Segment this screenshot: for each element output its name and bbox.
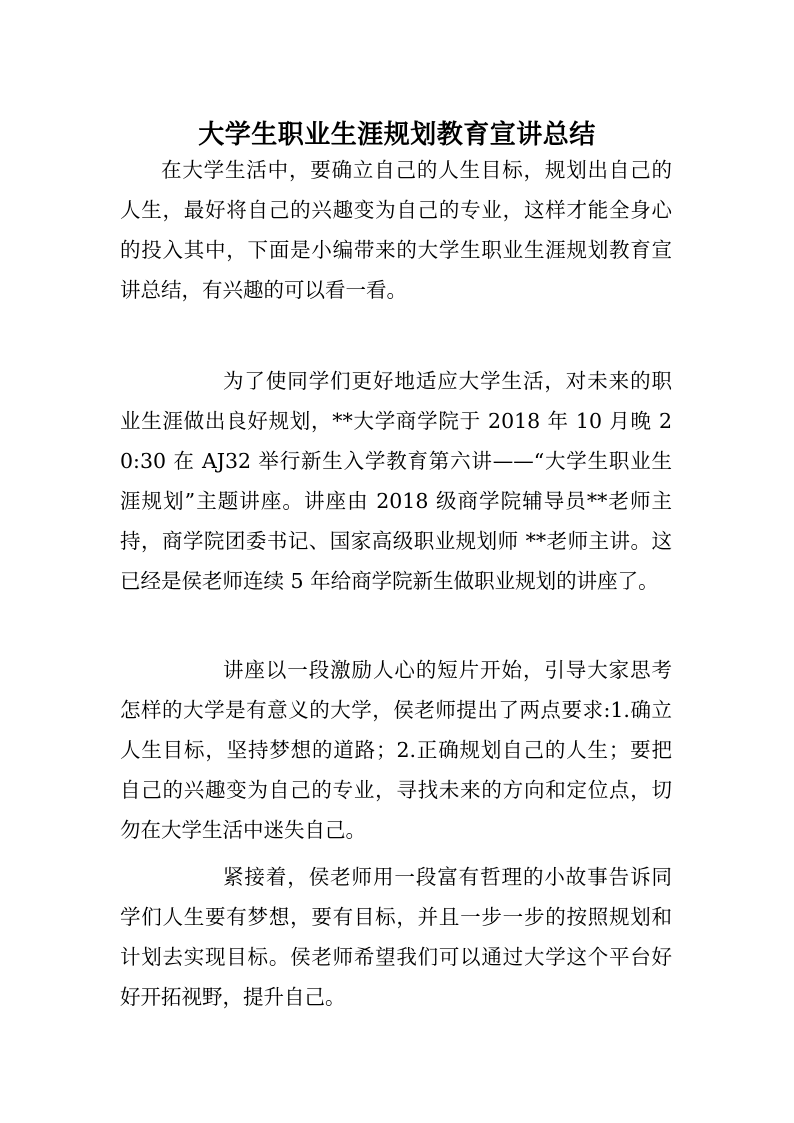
body-paragraph-2: 讲座以一段激励人心的短片开始，引导大家思考怎样的大学是有意义的大学，侯老师提出了两点要求:1.确立人生目标，坚持梦想的道路；2.正确规划自己的人生；要把自己的兴趣变为自己的专业，寻找未来的方向和定位点，切勿在大学生活中迷失自己。	[120, 658, 672, 842]
intro-paragraph: 在大学生活中，要确立自己的人生目标，规划出自己的人生，最好将自己的兴趣变为自己的专业，这样才能全身心的投入其中，下面是小编带来的大学生职业生涯规划教育宣讲总结，有兴趣的可以看一看。	[120, 158, 672, 302]
body-paragraph-1: 为了使同学们更好地适应大学生活，对未来的职业生涯做出良好规划，**大学商学院于 2018 年 10 月晚 20:30 在 AJ32 举行新生入学教育第六讲——“大学生职业生涯规划”主题讲座。讲座由 2018 级商学院辅导员**老师主持，商学院团委书记、国家高级职业规划师 **老师主讲。这已经是侯老师连续 5 年给商学院新生做职业规划的讲座了。	[120, 369, 672, 593]
document-title: 大学生职业生涯规划教育宣讲总结	[198, 120, 596, 151]
body-paragraph-3: 紧接着，侯老师用一段富有哲理的小故事告诉同学们人生要有梦想，要有目标，并且一步一步的按照规划和计划去实现目标。侯老师希望我们可以通过大学这个平台好好开拓视野，提升自己。	[120, 865, 672, 1009]
